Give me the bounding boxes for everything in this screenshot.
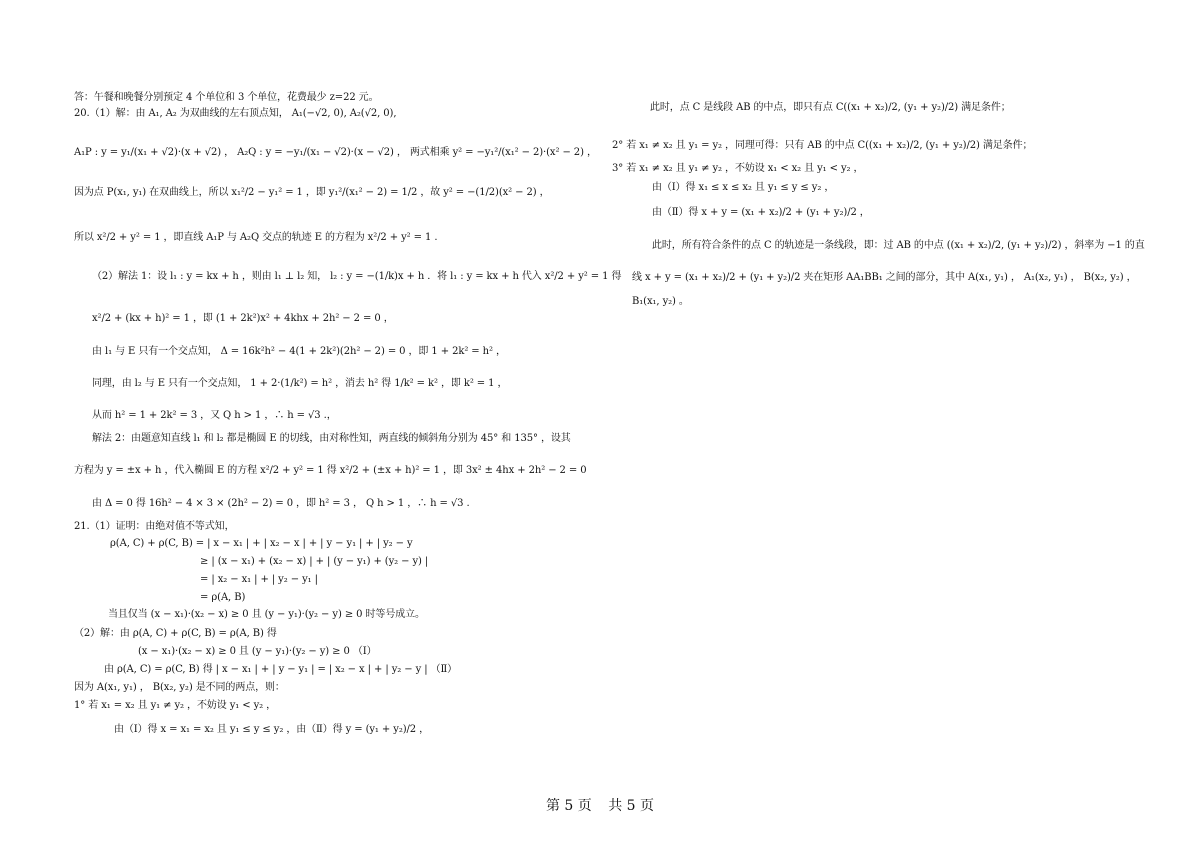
text-line: = | x₂ − x₁ | + | y₂ − y₁ | [200, 574, 318, 585]
text-line: 解法 2：由题意知直线 l₁ 和 l₂ 都是椭圆 E 的切线，由对称性知，两直线的倾斜角分别为 45° 和 135° ，设其 [92, 433, 571, 444]
text-line: 此时，点 C 是线段 AB 的中点，即只有点 C((x₁ + x₂)/2, (y₁ + y₂)/2) 满足条件； [650, 102, 1011, 113]
text-line: 1° 若 x₁ = x₂ 且 y₁ ≠ y₂ ，不妨设 y₁ < y₂ ， [74, 700, 277, 711]
text-line: 方程为 y = ±x + h ，代入椭圆 E 的方程 x²/2 + y² = 1 得 x²/2 + (±x + h)² = 1 ，即 3x² ± 4hx + 2h² − 2 = 0 [74, 465, 587, 476]
page-total: 共 5 页 [608, 798, 655, 814]
text-line: 从而 h² = 1 + 2k² = 3 ，又 Q h > 1 ，∴ h = √3 .， [92, 410, 337, 421]
text-line: (x − x₁)·(x₂ − x) ≥ 0 且 (y − y₁)·(y₂ − y) ≥ 0 （Ⅰ） [138, 646, 377, 657]
text-line: 21.（1）证明：由绝对值不等式知， [74, 521, 235, 532]
text-line: 因为点 P(x₁, y₁) 在双曲线上，所以 x₁²/2 − y₁² = 1 ，即 y₁²/(x₁² − 2) = 1/2 ，故 y² = −(1/2)(x² − 2) ， [74, 187, 550, 198]
text-line: A₁P : y = y₁/(x₁ + √2)·(x + √2) ， A₂Q : y = −y₁/(x₁ − √2)·(x − √2) ， 两式相乘 y² = −y₁²/(x₁² − 2)·(x² − 2) ， [74, 147, 597, 158]
text-line: （2）解：由 ρ(A, C) + ρ(C, B) = ρ(A, B) 得 [74, 628, 277, 639]
text-line: 线 x + y = (x₁ + x₂)/2 + (y₁ + y₂)/2 夹在矩形 AA₁BB₁ 之间的部分，其中 A(x₁, y₁) ， A₁(x₂, y₁) ， B(x₂, y₂) ， [632, 272, 1137, 283]
text-line: 由（Ⅰ）得 x₁ ≤ x ≤ x₂ 且 y₁ ≤ y ≤ y₂ ， [652, 182, 835, 193]
page-footer [0, 798, 1200, 814]
text-line: = ρ(A, B) [200, 592, 246, 603]
text-line: x²/2 + (kx + h)² = 1 ，即 (1 + 2k²)x² + 4khx + 2h² − 2 = 0 ， [92, 313, 394, 324]
text-line: 由 ρ(A, C) = ρ(C, B) 得 | x − x₁ | + | y − y₁ | = | x₂ − x | + | y₂ − y | （Ⅱ） [104, 664, 458, 675]
text-line: B₁(x₁, y₂) 。 [632, 296, 689, 307]
text-line: ≥ | (x − x₁) + (x₂ − x) | + | (y − y₁) + (y₂ − y) | [200, 556, 429, 567]
text-line: ρ(A, C) + ρ(C, B) = | x − x₁ | + | x₂ − x | + | y − y₁ | + | y₂ − y [110, 538, 413, 549]
text-line: 由（Ⅱ）得 x + y = (x₁ + x₂)/2 + (y₁ + y₂)/2 ， [652, 207, 870, 218]
text-line: 2° 若 x₁ ≠ x₂ 且 y₁ = y₂ ，同理可得：只有 AB 的中点 C((x₁ + x₂)/2, (y₁ + y₂)/2) 满足条件； [612, 140, 1033, 151]
text-line: 当且仅当 (x − x₁)·(x₂ − x) ≥ 0 且 (y − y₁)·(y₂ − y) ≥ 0 时等号成立。 [108, 609, 425, 620]
text-line: 因为 A(x₁, y₁) ， B(x₂, y₂) 是不同的两点，则： [74, 682, 285, 693]
page-number: 第 5 页 [545, 798, 592, 814]
text-line: 由 Δ = 0 得 16h² − 4 × 3 × (2h² − 2) = 0 ，即 h² = 3 ， Q h > 1 ，∴ h = √3 . [92, 498, 470, 509]
text-line: 同理，由 l₂ 与 E 只有一个交点知， 1 + 2·(1/k²) = h² ，消去 h² 得 1/k² = k² ，即 k² = 1 ， [92, 378, 508, 389]
text-line: （2）解法 1：设 l₁ : y = kx + h ，则由 l₁ ⊥ l₂ 知， l₂ : y = −(1/k)x + h ．将 l₁ : y = kx + h 代入 x²/2 + y² = 1 得 [92, 271, 622, 282]
text-line: 答：午餐和晚餐分别预定 4 个单位和 3 个单位，花费最少 z=22 元。 [74, 92, 379, 103]
text-line: 所以 x²/2 + y² = 1 ，即直线 A₁P 与 A₂Q 交点的轨迹 E 的方程为 x²/2 + y² = 1 . [74, 232, 438, 243]
text-line: 20.（1）解：由 A₁, A₂ 为双曲线的左右顶点知， A₁(−√2, 0), A₂(√2, 0), [74, 108, 397, 119]
text-line: 由（Ⅰ）得 x = x₁ = x₂ 且 y₁ ≤ y ≤ y₂ ，由（Ⅱ）得 y = (y₁ + y₂)/2 ， [114, 724, 430, 735]
text-line: 由 l₁ 与 E 只有一个交点知， Δ = 16k²h² − 4(1 + 2k²)(2h² − 2) = 0 ，即 1 + 2k² = h² ， [92, 346, 506, 357]
text-line: 此时，所有符合条件的点 C 的轨迹是一条线段，即：过 AB 的中点 ((x₁ + x₂)/2, (y₁ + y₂)/2) ，斜率为 −1 的直 [652, 240, 1145, 251]
text-line: 3° 若 x₁ ≠ x₂ 且 y₁ ≠ y₂ ，不妨设 x₁ < x₂ 且 y₁ < y₂ ， [612, 163, 864, 174]
